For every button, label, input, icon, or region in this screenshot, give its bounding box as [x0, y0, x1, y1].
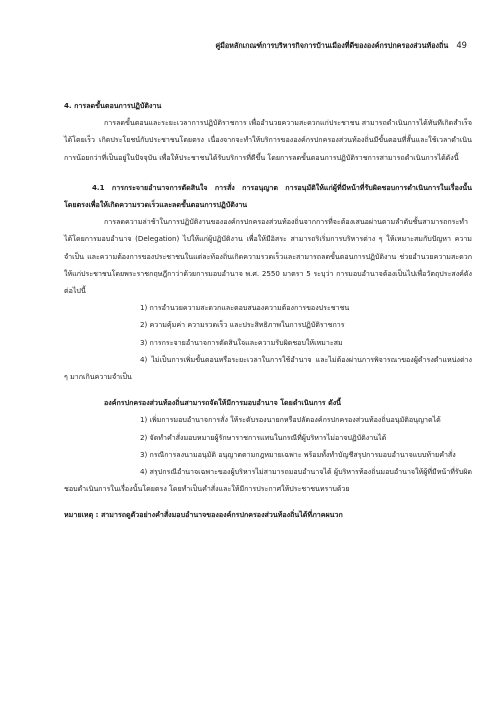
section-4-paragraph: การลดขั้นตอนและระยะเวลาการปฏิบัติราชการ เพื่ออำนวยความสะดวกแก่ประชาชน สามารถดำเนินการได้ทันทีเกิดสำเร็จได้โดยเร็ว เกิดประโยชน์กับประชาชนโดยตรง เนื่องจากจะทำให้บริการขององค์กรปกครองส่วนท้องถิ่นมีขั้นตอนที่สั้นและใช้เวลาดำเนินการน้อยกว่าที่เป็นอยู่ในปัจจุบัน เพื่อให้ประชาชนได้รับบริการที่ดีขึ้น โดยการลดขั้นตอนการปฏิบัติราชการสามารถดำเนินการได้ดังนี้ [64, 118, 472, 162]
delegation-item-4: 4) สรุปกรณีอำนาจเฉพาะของผู้บริหารไม่สามารถมอบอำนาจได้ ผู้บริหารท้องถิ่นมอบอำนาจให้ผู้ที่มีหน้าที่รับผิดชอบดำเนินการในเรื่องนั้นโดยตรง โดยทำเป็นคำสั่งและให้มีการประกาศให้ประชาชนทราบด้วย [64, 467, 472, 494]
delegation-item-2: 2) จัดทำคำสั่งมอบหมายผู้รักษาราชการแทนในกรณีที่ผู้บริหารไม่อาจปฏิบัติงานได้ [140, 432, 387, 442]
objective-item-1: 1) การอำนวยความสะดวกและตอบสนองความต้องการของประชาชน [140, 303, 350, 313]
section-4-heading: 4. การลดขั้นตอนการปฏิบัติงาน [64, 101, 162, 110]
delegation-item-3: 3) กรณีการลงนามอนุมัติ อนุญาตตามกฎหมายเฉพาะ พร้อมทั้งทำบัญชีสรุปการมอบอำนาจแบบท้ายคำสั่ง [140, 449, 456, 459]
page-header [215, 40, 467, 52]
page-number: 49 [456, 40, 467, 50]
objective-item-3: 3) การกระจายอำนาจการตัดสินใจและความรับผิดชอบให้เหมาะสม [140, 337, 343, 347]
footnote: หมายเหตุ : สามารถดูตัวอย่างคำสั่งมอบอำนาจขององค์กรปกครองส่วนท้องถิ่นได้ที่ภาคผนวก [64, 510, 343, 520]
objective-item-4: 4) ไม่เป็นการเพิ่มขั้นตอนหรือระยะเวลาในการใช้อำนาจ และไม่ต้องผ่านการพิจารณาของผู้ดำรงตำแหน่งต่าง ๆ มากเกินความจำเป็น [64, 354, 472, 382]
header-title: คู่มือหลักเกณฑ์การบริหารกิจการบ้านเมืองที่ดีขององค์กรปกครองส่วนท้องถิ่น [215, 41, 449, 50]
objective-item-2: 2) ความคุ้มค่า ความรวดเร็ว และประสิทธิภาพในการปฏิบัติราชการ [140, 320, 345, 330]
section-4-1-paragraph: การลดความล่าช้าในการปฏิบัติงานขององค์กรปกครองส่วนท้องถิ่นจากการที่จะต้องเสนอผ่านตามลำดับชั้นสามารถกระทำได้โดยการมอบอำนาจ (Delegation) ไปให้แก่ผู้ปฏิบัติงาน เพื่อให้มีอิสระ สามารถริเริ่มการบริหารต่าง ๆ ให้เหมาะสมกับปัญหา ความจำเป็น และความต้องการของประชาชนในแต่ละท้องถิ่นเกิดความรวดเร็วและสามารถลดขั้นตอนการปฏิบัติงาน ช่วยอำนวยความสะดวกให้แก่ประชาชนโดยพระราชกฤษฎีกาว่าด้วยการมอบอำนาจ พ.ศ. 2550 มาตรา 5 ระบุว่า การมอบอำนาจต้องเป็นไปเพื่อวัตถุประสงค์ดังต่อไปนี้ [64, 217, 472, 296]
section-4-1-heading: 4.1 การกระจายอำนาจการตัดสินใจ การสั่ง การอนุญาต การอนุมัติให้แก่ผู้ที่มีหน้าที่รับผิดชอบการดำเนินการในเรื่องนั้นโดยตรงเพื่อให้เกิดความรวดเร็วและลดขั้นตอนการปฏิบัติงาน [64, 182, 472, 210]
delegation-item-1: 1) เพิ่มการมอบอำนาจการสั่ง ให้ระดับรองนายกหรือปลัดองค์กรปกครองส่วนท้องถิ่นอนุมัติอนุญาตได้ [140, 415, 441, 425]
page-body [64, 97, 472, 524]
local-gov-heading: องค์กรปกครองส่วนท้องถิ่นสามารถจัดให้มีการมอบอำนาจ โดยดำเนินการ ดังนี้ [104, 398, 342, 408]
